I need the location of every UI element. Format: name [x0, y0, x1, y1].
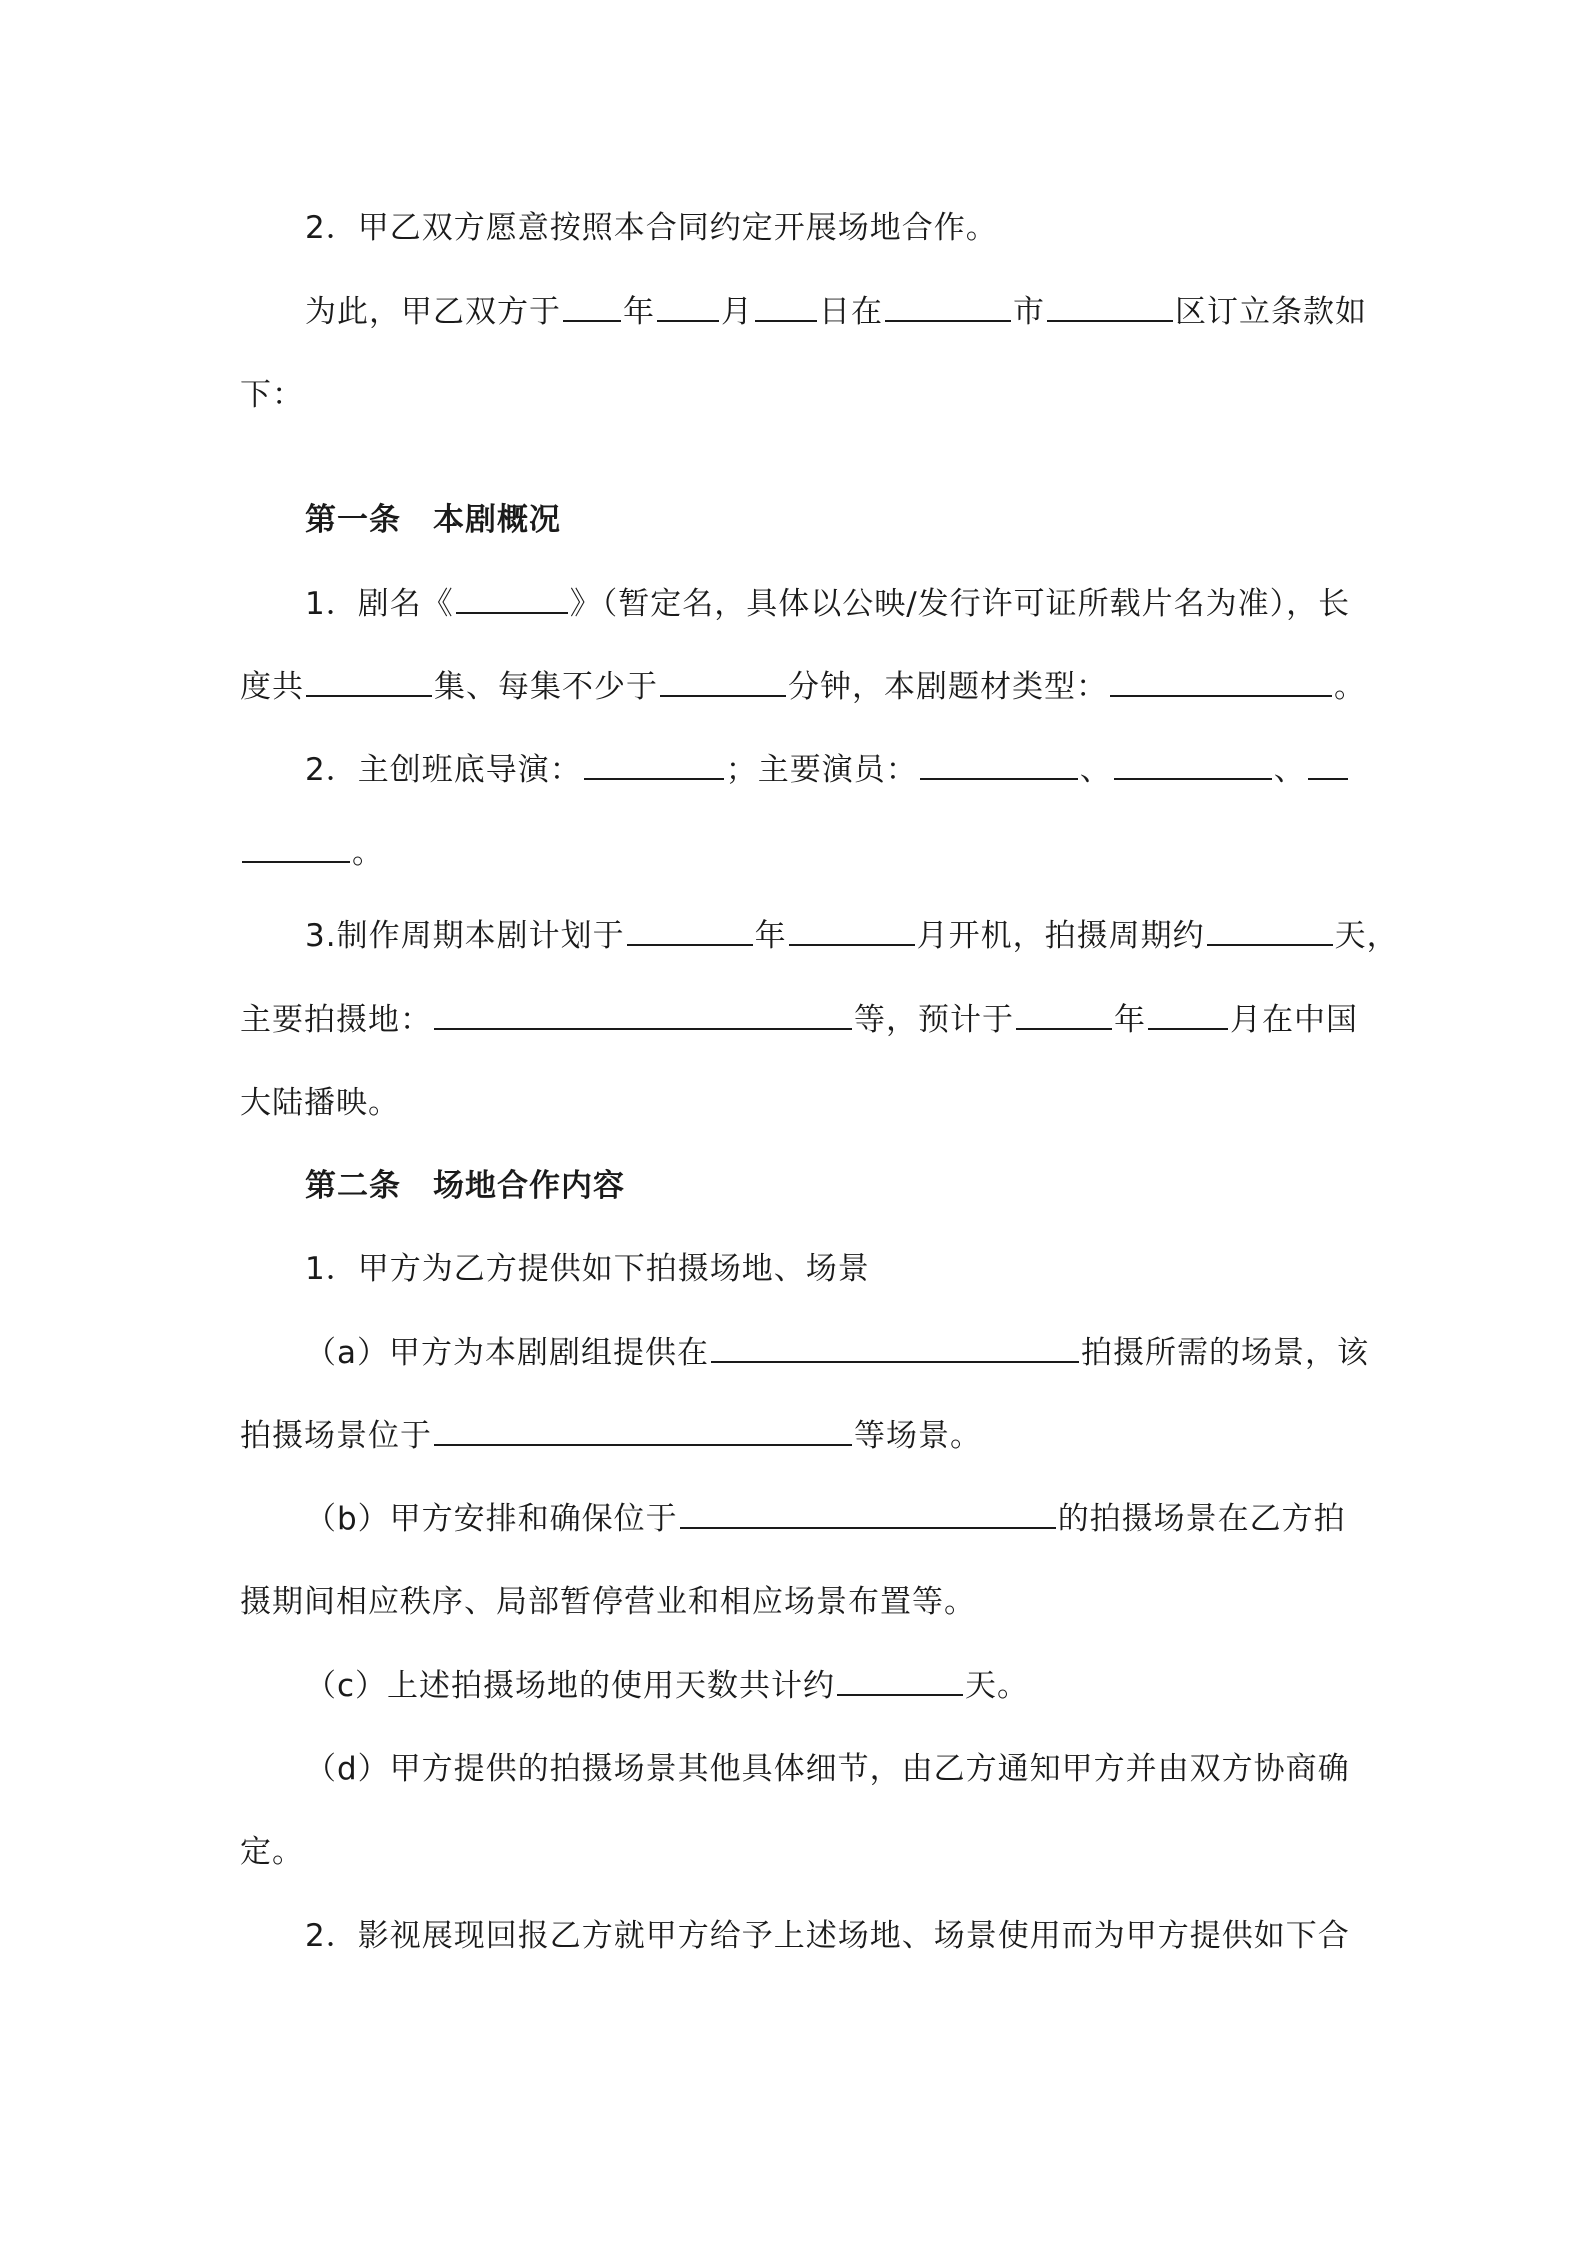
blank-scene-place[interactable] [711, 1327, 1079, 1363]
paragraph-continuation [240, 1822, 304, 1882]
text-segment: 天。 [965, 1668, 1030, 1704]
text-segment: 月在中国 [1230, 1002, 1358, 1038]
blank-director[interactable] [584, 744, 724, 780]
blank-release-year[interactable] [1016, 994, 1112, 1030]
text-segment: 主要拍摄地： [240, 1002, 432, 1038]
text-segment: 年 [1114, 1002, 1146, 1038]
text-segment: （b）甲方安排和确保位于 [305, 1501, 678, 1537]
paragraph-drama-title [305, 574, 1350, 634]
text-segment: ；主要演员： [725, 752, 918, 788]
paragraph-promotion-return [305, 1906, 1350, 1966]
text-segment: 分钟，本剧题材类型： [788, 669, 1108, 705]
article-2-heading [305, 1156, 625, 1216]
blank-episodes[interactable] [306, 661, 432, 697]
paragraph-signing-date [305, 282, 1367, 342]
text-segment: 区订立条款如 [1175, 294, 1367, 330]
text-segment: 拍摄场景位于 [240, 1418, 432, 1454]
paragraph-item-d [305, 1739, 1350, 1799]
text-segment: 、 [1079, 752, 1112, 788]
blank-start-year[interactable] [627, 910, 753, 946]
text-segment: 1．甲方为乙方提供如下拍摄场地、场景 [305, 1251, 870, 1287]
text-segment: 大陆播映。 [240, 1085, 400, 1121]
text-segment: 下： [240, 377, 304, 413]
blank-actor-1[interactable] [920, 744, 1078, 780]
text-segment: 年 [623, 294, 655, 330]
text-segment: 2．甲乙双方愿意按照本合同约定开展场地合作。 [305, 210, 998, 246]
text-segment: 摄期间相应秩序、局部暂停营业和相应场景布置等。 [240, 1584, 976, 1620]
blank-district[interactable] [1047, 286, 1173, 322]
paragraph-crew-continuation [240, 823, 384, 883]
blank-minutes[interactable] [660, 661, 786, 697]
blank-city[interactable] [885, 286, 1011, 322]
text-segment: 1．剧名《 [305, 586, 454, 622]
text-segment: 等，预计于 [854, 1002, 1014, 1038]
paragraph-continuation [240, 365, 304, 425]
paragraph-continuation [240, 1073, 400, 1133]
text-segment: 3.制作周期本剧计划于 [305, 918, 625, 954]
text-segment: 。 [1334, 669, 1366, 705]
text-segment: 的拍摄场景在乙方拍 [1057, 1501, 1346, 1537]
blank-year[interactable] [563, 286, 621, 322]
text-segment: 月开机，拍摄周期约 [916, 918, 1205, 954]
paragraph-item-a-continuation [240, 1406, 982, 1466]
paragraph-continuation [240, 1572, 976, 1632]
text-segment: （c）上述拍摄场地的使用天数共计约 [305, 1668, 836, 1704]
text-segment: 、 [1273, 752, 1306, 788]
text-segment: 天， [1334, 918, 1399, 954]
blank-start-month[interactable] [789, 910, 915, 946]
blank-scene-address[interactable] [680, 1493, 1056, 1529]
text-segment: 第二条 场地合作内容 [305, 1168, 625, 1204]
text-segment: 。 [352, 835, 384, 871]
blank-release-month[interactable] [1148, 994, 1228, 1030]
paragraph-clause-2 [305, 198, 998, 258]
blank-main-location[interactable] [434, 994, 852, 1030]
paragraph-schedule [305, 906, 1399, 966]
text-segment: 市 [1013, 294, 1045, 330]
text-segment: 拍摄所需的场景，该 [1081, 1335, 1369, 1371]
text-segment: 集、每集不少于 [434, 669, 658, 705]
blank-shooting-days[interactable] [1207, 910, 1333, 946]
blank-actor-3[interactable] [1308, 744, 1348, 780]
text-segment: 2．影视展现回报乙方就甲方给予上述场地、场景使用而为甲方提供如下合 [305, 1918, 1350, 1954]
text-segment: 月 [721, 294, 753, 330]
paragraph-item-c [305, 1656, 1029, 1716]
text-segment: 》（暂定名，具体以公映/发行许可证所载片名为准），长 [569, 586, 1351, 622]
text-segment: 第一条 本剧概况 [305, 502, 561, 538]
paragraph-crew [305, 740, 1350, 800]
article-1-heading [305, 490, 561, 550]
blank-day[interactable] [755, 286, 817, 322]
text-segment: 日在 [819, 294, 883, 330]
text-segment: 度共 [240, 669, 304, 705]
blank-drama-title[interactable] [456, 578, 568, 614]
text-segment: 2．主创班底导演： [305, 752, 582, 788]
text-segment: （a）甲方为本剧剧组提供在 [305, 1335, 709, 1371]
blank-scene-location[interactable] [434, 1410, 852, 1446]
text-segment: 为此，甲乙双方于 [305, 294, 561, 330]
paragraph-item-b [305, 1489, 1346, 1549]
paragraph-episodes [240, 657, 1366, 717]
paragraph-venue-provision [305, 1239, 870, 1299]
blank-actor-2[interactable] [1114, 744, 1272, 780]
text-segment: 年 [754, 918, 787, 954]
blank-month[interactable] [657, 286, 719, 322]
text-segment: （d）甲方提供的拍摄场景其他具体细节，由乙方通知甲方并由双方协商确 [305, 1751, 1350, 1787]
blank-usage-days[interactable] [837, 1660, 963, 1696]
paragraph-item-a [305, 1323, 1369, 1383]
text-segment: 等场景。 [854, 1418, 982, 1454]
blank-actor-3-continued[interactable] [242, 827, 350, 863]
blank-genre[interactable] [1110, 661, 1332, 697]
text-segment: 定。 [240, 1834, 304, 1870]
paragraph-locations [240, 990, 1358, 1050]
